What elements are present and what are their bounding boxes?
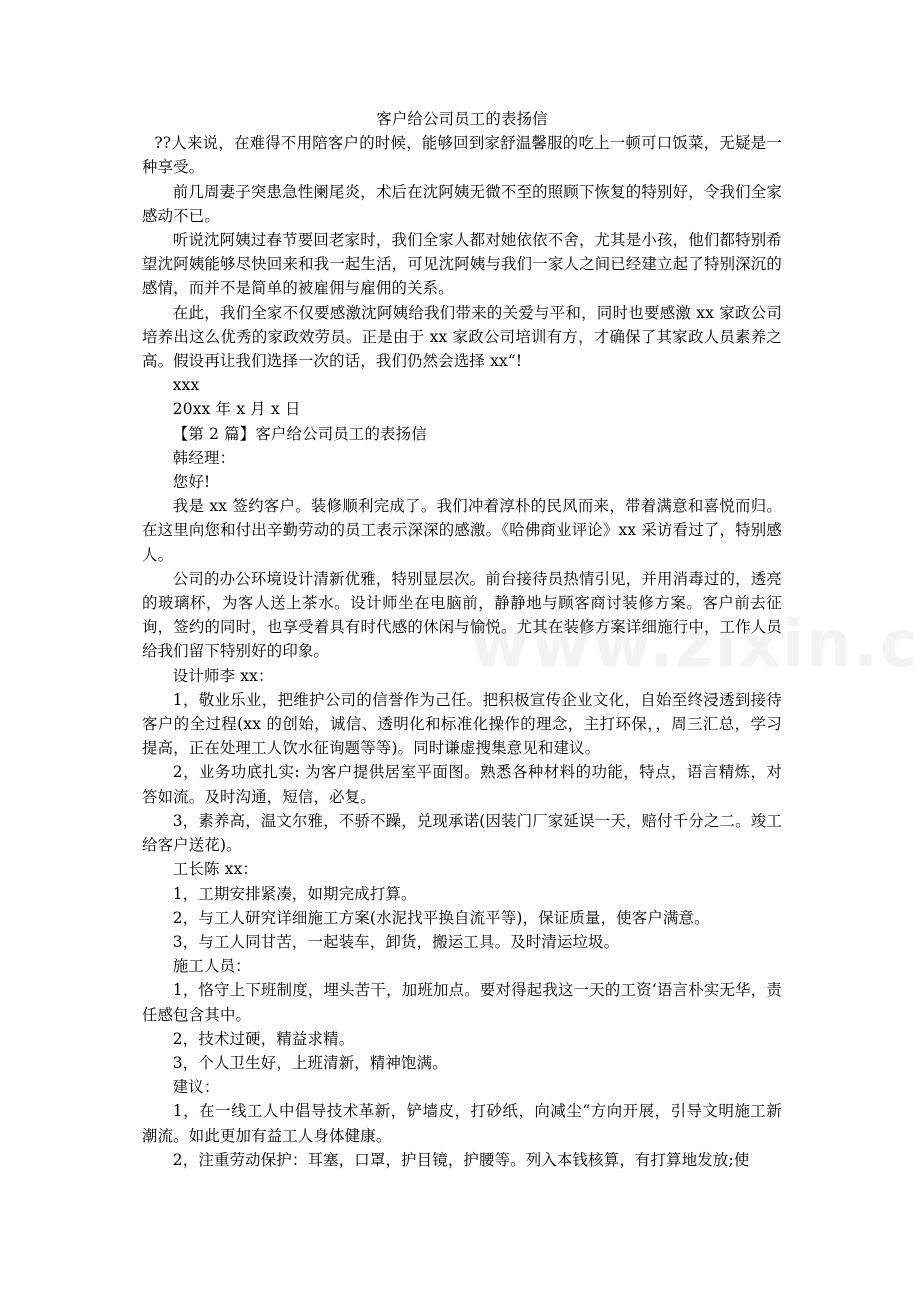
subheading: 设计师李 xx： [172,666,274,685]
paragraph: ??人来说，在难得不用陪客户的时候，能够回到家舒温馨服的吃上一顿可口饭菜，无疑是一种享受。 [142,134,782,177]
paragraph: 听说沈阿姨过春节要回老家时，我们全家人都对她依依不舍，尤其是小孩，他们都特别希望沈阿姨能够尽快回来和我一起生活，可见沈阿姨与我们一家人之间已经建立起了特别深沉的感情，而并不是简单的被雇佣与雇佣的关系。 [142,231,782,298]
paragraph: 我是 xx 签约客户。装修顺利完成了。我们冲着淳朴的民风而来，带着满意和喜悦而归。在这里向您和付出辛勤劳动的员工表示深深的感激。《哈佛商业评论》xx 采访看过了，特别感人。 [142,497,782,564]
section-heading: 【第 2 篇】客户给公司员工的表扬信 [172,424,427,443]
subheading: 建议： [172,1078,220,1097]
signature: xxx [172,376,200,395]
list-item: 2，技术过硬，精益求精。 [172,1029,355,1048]
document-title: 客户给公司员工的表扬信 [376,110,548,128]
list-item: 1，在一线工人中倡导技术革新，铲墙皮，打砂纸，向减尘“方向开展，引导文明施工新潮流。如此更加有益工人身体健康。 [142,1102,782,1145]
subheading: 施工人员： [172,957,251,976]
paragraph: 公司的办公环境设计清新优雅，特别显层次。前台接待员热情引见，并用消毒过的，透亮的玻璃杯，为客人送上茶水。设计师坐在电脑前，静静地与顾客商讨装修方案。客户前去征询，签约的同时，也享受着具有时代感的休闲与愉悦。尤其在装修方案详细施行中，工作人员给我们留下特别好的印象。 [142,569,782,661]
list-item: 3，与工人同甘苦，一起装车，卸货，搬运工具。及时清运垃圾。 [172,932,620,951]
date: 20xx 年 x 月 x 日 [172,400,301,419]
paragraph: 在此，我们全家不仅要感激沈阿姨给我们带来的关爱与平和，同时也要感激 xx 家政公司培养出这么优秀的家政效劳员。正是由于 xx 家政公司培训有方，才确保了其家政人员素养之高。假设再让我们选择一次的话，我们仍然会选择 xx“! [142,303,782,371]
list-item: 2，注重劳动保护：耳塞，口罩，护目镜，护腰等。列入本钱核算，有打算地发放;使 [172,1150,750,1169]
document-body [142,107,782,1172]
list-item: 3，个人卫生好，上班清新，精神饱满。 [172,1053,448,1072]
list-item: 2，业务功底扎实: 为客户提供居室平面图。熟悉各种材料的功能，特点，语言精炼，对答如流。及时沟通，短信，必复。 [142,763,782,806]
list-item: 1，恪守上下班制度，埋头苦干，加班加点。要对得起我这一天的工资‘语言朴实无华，责任感包含其中。 [142,981,782,1024]
paragraph: 前几周妻子突患急性阑尾炎，术后在沈阿姨无微不至的照顾下恢复的特别好，令我们全家感动不已。 [142,182,782,225]
subheading: 工长陈 xx： [172,860,259,879]
greeting: 您好! [172,473,211,492]
list-item: 3，素养高，温文尔雅，不骄不躁，兑现承诺(因装门厂家延误一天，赔付千分之二。竣工给客户送花)。 [142,811,782,855]
list-item: 1，工期安排紧凑，如期完成打算。 [172,884,417,903]
salutation: 韩经理： [172,448,236,467]
list-item: 2，与工人研究详细施工方案(水泥找平换自流平等)，保证质量，使客户满意。 [172,908,710,927]
list-item: 1，敬业乐业，把维护公司的信誉作为己任。把积极宣传企业文化，自始至终浸透到接待客户的全过程(xx 的创始，诚信、透明化和标准化操作的理念，主打环保，，周三汇总，学习提高，正在处理工人饮水征询题等等)。同时谦虚搜集意见和建议。 [142,690,782,758]
